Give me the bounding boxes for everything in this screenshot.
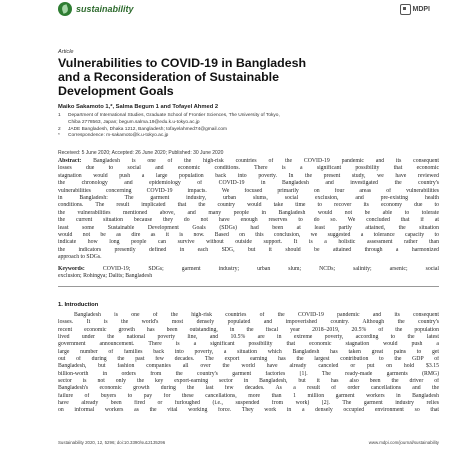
abstract-line: stagnation would push a large population back into poverty. In the present study, we have reviewed (58, 172, 439, 179)
title-line: and a Reconsideration of Sustainable (58, 70, 280, 84)
keywords (58, 266, 439, 281)
body-line: large number of families back into poverty, a situation which Bangladesh has taken great pains to get (58, 348, 439, 355)
keywords-label: Keywords: (58, 266, 85, 272)
abstract-line: approach to SDGs. (58, 254, 102, 261)
body-line: Bangladesh, but fashion companies all over the world have already canceled or put on hold $3.15 (58, 363, 439, 370)
abstract (58, 158, 439, 262)
journal-logo (58, 2, 134, 16)
body-line: losses. It is the world's most densely populated and impoverished country. Although the country's (58, 319, 439, 326)
affiliations (58, 113, 438, 140)
abstract-line: conditions. The result implicated that the country would take time to recover its economy due to (58, 202, 439, 209)
section-heading: 1. Introduction (58, 302, 99, 308)
journal-header (58, 2, 430, 18)
body-line: recent economic growth has been outstanding, in the fiscal year 2018–2019, 20.5% of the population (58, 326, 439, 333)
affiliation (58, 133, 438, 140)
keywords-line-first (58, 266, 439, 273)
affiliation-mark (58, 120, 68, 127)
publisher-logo (400, 4, 431, 15)
publication-dates: Received: 5 June 2020; Accepted: 26 June 2020; Published: 30 June 2020 (58, 150, 224, 156)
affiliation (58, 113, 438, 120)
affiliation-mark: * (58, 133, 60, 139)
abstract-label: Abstract: (58, 158, 82, 164)
abstract-line: the chronology and epidemiology of COVID-19 in Bangladesh and investigated the country's (58, 180, 439, 187)
affiliation (58, 120, 438, 127)
body-line: Bangladesh is one of the high-risk countries of the COVID-19 pandemic and its consequent (74, 312, 439, 318)
abstract-line-first (58, 158, 439, 165)
body-line: sector is not only the key export-earning sector in Bangladesh, but it has also been the driver of (58, 378, 439, 385)
body-line: lived under the national poverty line, and 10.5% are in extreme poverty, according to the latest (58, 334, 439, 341)
introduction-body (58, 312, 439, 415)
affiliation-mark: 1 (58, 113, 61, 118)
affiliation-text: Department of International Studies, Graduate School of Frontier Sciences, The University of Tokyo, (68, 113, 280, 118)
abstract-line: the vulnerabilities mentioned above, and many people in Bangladesh would not be able to tolerate (58, 209, 439, 216)
abstract-line: the current situation because they do not have enough reserves to do so. We concluded that if at (58, 217, 439, 224)
title-line: Vulnerabilities to COVID-19 in Bangladesh (58, 56, 307, 70)
authors: Maiko Sakamoto 1,*, Salma Begum 1 and Tofayel Ahmed 2 (58, 104, 219, 110)
keywords-line: exclusion; Rohingya; Dalits; Bangladesh (58, 273, 153, 280)
footer-url[interactable]: www.mdpi.com/journal/sustainability (368, 440, 439, 445)
title-line: Development Goals (58, 84, 174, 98)
affiliation-text: JADE Bangladesh, Dhaka 1212, Bangladesh; tofayelahmed74@gmail.com (68, 126, 227, 132)
footer-citation: Sustainability 2020, 12, 5296; doi:10.3390/su12135296 (58, 440, 166, 445)
body-line: failure of buyers to pay for these cancellations, more than 1 million garment workers in Bangladesh (58, 392, 439, 399)
affiliation-mark: 2 (58, 126, 61, 132)
body-line: Bangladesh's economic growth during the last few decades. As a result of order cancellations and the (58, 385, 439, 392)
abstract-line: in Bangladesh: The garment industry, urban slums, social exclusion, and pre-existing health (58, 195, 439, 202)
affiliation-text: Chiba 2778563, Japan; begum.salma.19@edu.k.u-tokyo.ac.jp (68, 119, 200, 125)
affiliation-text: Correspondence: m-sakamoto@k.u-tokyo.ac.jp (68, 133, 169, 139)
paper-title (58, 56, 388, 98)
abstract-line: the indicators presently defined in each SDG, but it should be attained through a harmonized (58, 246, 439, 253)
abstract-text: Bangladesh is one of the high-risk countries of the COVID-19 pandemic and its consequent (93, 158, 439, 164)
journal-name: sustainability (76, 4, 134, 14)
abstract-line: indicate how long people can survive without outside support. It is a holistic assessment rather than (58, 239, 439, 246)
divider (58, 286, 439, 287)
publisher-name: MDPI (412, 6, 430, 13)
abstract-line: losses due to social and economic conditions. There is a significant possibility that economic (58, 165, 439, 172)
abstract-line: vulnerabilities concerning COVID-19 impacts. We focused primarily on four areas of vulnerabilities (58, 187, 439, 194)
leaf-icon (58, 2, 72, 16)
abstract-line: would not be as dire as it is now. Based on this conclusion, we suggested a tolerance capacity to (58, 232, 439, 239)
publisher-icon (400, 4, 411, 15)
body-line: billion-worth in orders from the country's garment factories [1]. The ready-made garments (RMG) (58, 370, 439, 377)
page-footer (58, 440, 439, 445)
article-type: Article (58, 49, 74, 55)
body-line: on informal workers as the vital working force. They work in a densely occupied environment so that (58, 407, 439, 414)
abstract-line: least some Sustainable Development Goals (SDGs) had been at least partly attained, the situation (58, 224, 439, 231)
keywords-text: COVID-19; SDGs; garment industry; urban slum; NCDs; salinity; arsenic; social (102, 266, 439, 272)
body-line: government announcement. There is a significant possibility that economic stagnation would push a (58, 341, 439, 348)
body-line: out of during the past few decades. The export earning has the largest contribution to the GDP of (58, 356, 439, 363)
body-line: have already been fired or furloughed (i.e., suspended from work) [2]. The garment industry relies (58, 400, 439, 407)
